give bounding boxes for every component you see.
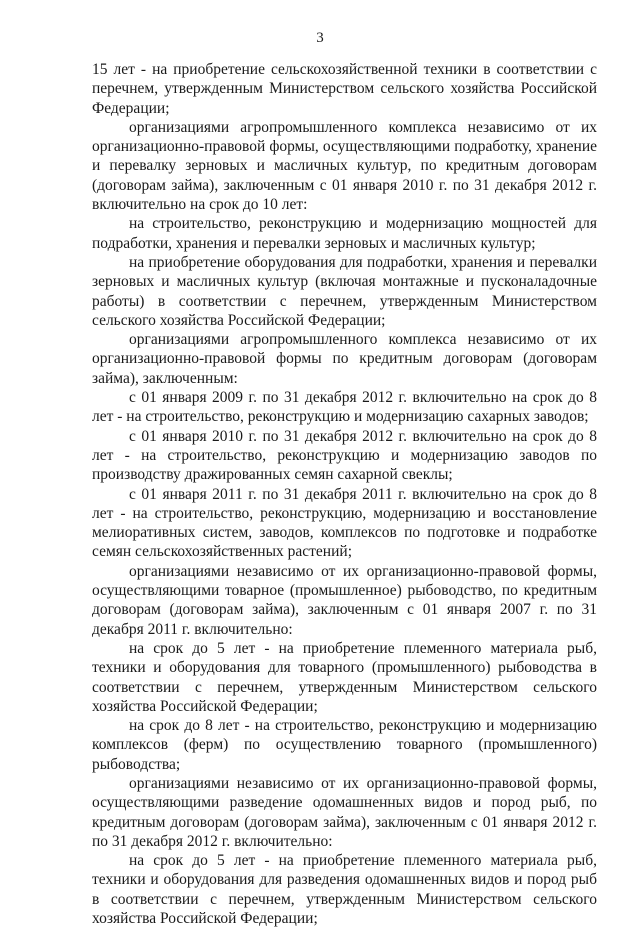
paragraph: с 01 января 2009 г. по 31 декабря 2012 г. включительно на срок до 8 лет - на строительство, реконструкцию и модернизацию сахарных заводов; [92,389,597,426]
paragraph: с 01 января 2010 г. по 31 декабря 2012 г. включительно на срок до 8 лет - на строительство, реконструкцию и модернизацию заводов по производству дражированных семян сахарной свеклы; [92,427,597,484]
paragraph: на срок до 5 лет - на приобретение племенного материала рыб, техники и оборудования для товарного (промышленного) рыбоводства в соответствии с перечнем, утвержденным Министерством сельского хозяйства Российской Федерации; [92,639,597,715]
paragraph: организациями независимо от их организационно-правовой формы, осуществляющими разведение одомашненных видов и пород рыб, по кредитным договорам (договорам займа), заключенным с 01 января 2012 г. по 31 декабря 2012 г. включительно: [92,774,597,850]
paragraph: с 01 января 2011 г. по 31 декабря 2011 г. включительно на срок до 8 лет - на строительство, реконструкцию, модернизацию и восстановление мелиоративных систем, заводов, комплексов по подготовке и подработке семян сельскохозяйственных растений; [92,485,597,561]
paragraph: организациями агропромышленного комплекса независимо от их организационно-правовой формы, осуществляющими подработку, хранение и перевалку зерновых и масличных культур, по кредитным договорам (договорам займа), заключенным с 01 января 2010 г. по 31 декабря 2012 г. включительно на срок до 10 лет: [92,118,597,214]
paragraph: на срок до 5 лет - на приобретение племенного материала рыб, техники и оборудования для разведения одомашненных видов и пород рыб в соответствии с перечнем, утвержденным Министерством сельского хозяйства Российской Федерации; [92,852,597,928]
paragraph: на приобретение оборудования для подработки, хранения и перевалки зерновых и масличных культур (включая монтажные и пусконаладочные работы) в соответствии с перечнем, утвержденным Министерством сельского хозяйства Российской Федерации; [92,253,597,329]
paragraph: организациями агропромышленного комплекса независимо от их организационно-правовой формы по кредитным договорам (договорам займа), заключенным: [92,331,597,387]
paragraph: 15 лет - на приобретение сельскохозяйственной техники в соответствии с перечнем, утвержденным Министерством сельского хозяйства Российской Федерации; [92,61,597,117]
document-body [92,60,597,928]
paragraph: на строительство, реконструкцию и модернизацию мощностей для подработки, хранения и перевалки зерновых и масличных культур; [92,215,597,252]
page-number: 3 [316,30,324,46]
paragraph: организациями независимо от их организационно-правовой формы, осуществляющими товарное (промышленное) рыбоводство, по кредитным договорам (договорам займа), заключенным с 01 января 2007 г. по 31 декабря 2011 г. включительно: [92,562,597,638]
paragraph: на срок до 8 лет - на строительство, реконструкцию и модернизацию комплексов (ферм) по осуществлению товарного (промышленного) рыбоводства; [92,717,597,773]
